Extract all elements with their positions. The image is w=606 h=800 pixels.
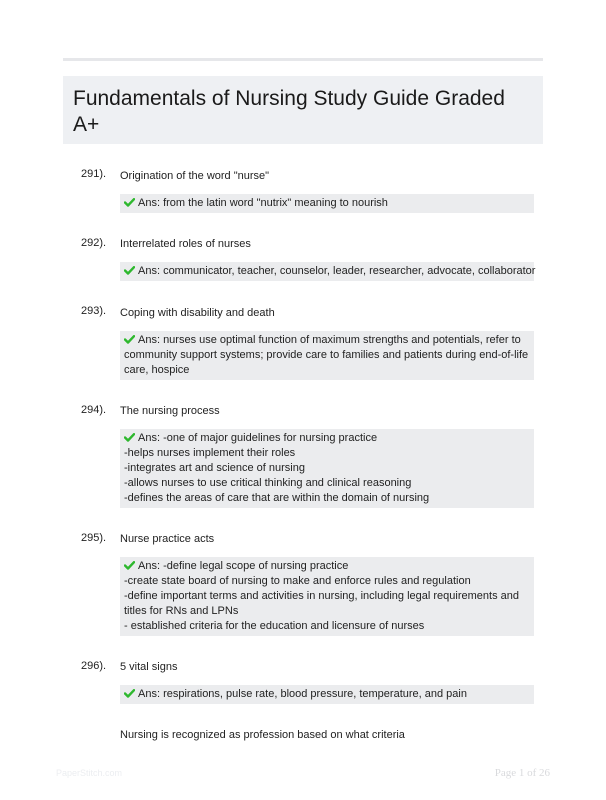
check-icon <box>124 561 135 570</box>
answer-box <box>120 262 534 281</box>
question-number: 293). <box>81 305 107 317</box>
answer-line: -create state board of nursing to make and enforce rules and regulation <box>124 575 471 587</box>
question-text: Coping with disability and death <box>120 307 275 319</box>
question-text: 5 vital signs <box>120 661 178 673</box>
answer-line: -allows nurses to use critical thinking and clinical reasoning <box>124 477 412 489</box>
check-icon <box>124 266 135 275</box>
question-number: 291). <box>81 168 107 180</box>
answer-line: Ans: -one of major guidelines for nursing practice <box>124 431 528 446</box>
answer-line: -defines the areas of care that are within the domain of nursing <box>124 492 430 504</box>
trailing-question-text: Nursing is recognized as profession based on what criteria <box>120 729 405 741</box>
answer-line: -define important terms and activities in nursing, including legal requirements and <box>124 590 519 602</box>
question-text: Nurse practice acts <box>120 533 215 545</box>
answer-line: Ans: respirations, pulse rate, blood pressure, temperature, and pain <box>124 687 528 702</box>
answer-line: community support systems; provide care to families and patients during end-of-life <box>124 349 529 361</box>
question-number: 295). <box>81 532 107 544</box>
answer-line: Ans: from the latin word "nutrix" meaning to nourish <box>124 196 528 211</box>
check-icon <box>124 689 135 698</box>
question-number: 296). <box>81 660 107 672</box>
document-title: Fundamentals of Nursing Study Guide Graded A+ <box>73 87 505 136</box>
answer-line: -integrates art and science of nursing <box>124 462 305 474</box>
question-text: Interrelated roles of nurses <box>120 238 251 250</box>
answer-box <box>120 429 534 508</box>
footer-source[interactable]: PaperStitch.com <box>56 768 123 778</box>
answer-line: care, hospice <box>124 364 190 376</box>
answer-line: -helps nurses implement their roles <box>124 447 296 459</box>
answer-line: titles for RNs and LPNs <box>124 605 239 617</box>
answer-box <box>120 557 534 636</box>
check-icon <box>124 433 135 442</box>
page-indicator: Page 1 of 26 <box>494 767 550 779</box>
top-rule <box>63 58 543 61</box>
answer-box <box>120 331 534 380</box>
answer-line: - established criteria for the education and licensure of nurses <box>124 620 425 632</box>
answer-line: Ans: -define legal scope of nursing practice <box>124 559 528 574</box>
answer-line: Ans: nurses use optimal function of maximum strengths and potentials, refer to <box>124 333 528 348</box>
check-icon <box>124 335 135 344</box>
question-text: The nursing process <box>120 405 220 417</box>
question-number: 292). <box>81 237 107 249</box>
check-icon <box>124 198 135 207</box>
question-number: 294). <box>81 404 107 416</box>
answer-line: Ans: communicator, teacher, counselor, leader, researcher, advocate, collaborator <box>124 264 528 279</box>
answer-box <box>120 685 534 704</box>
question-text: Origination of the word "nurse" <box>120 170 270 182</box>
title-box <box>63 76 543 144</box>
answer-box <box>120 194 534 213</box>
